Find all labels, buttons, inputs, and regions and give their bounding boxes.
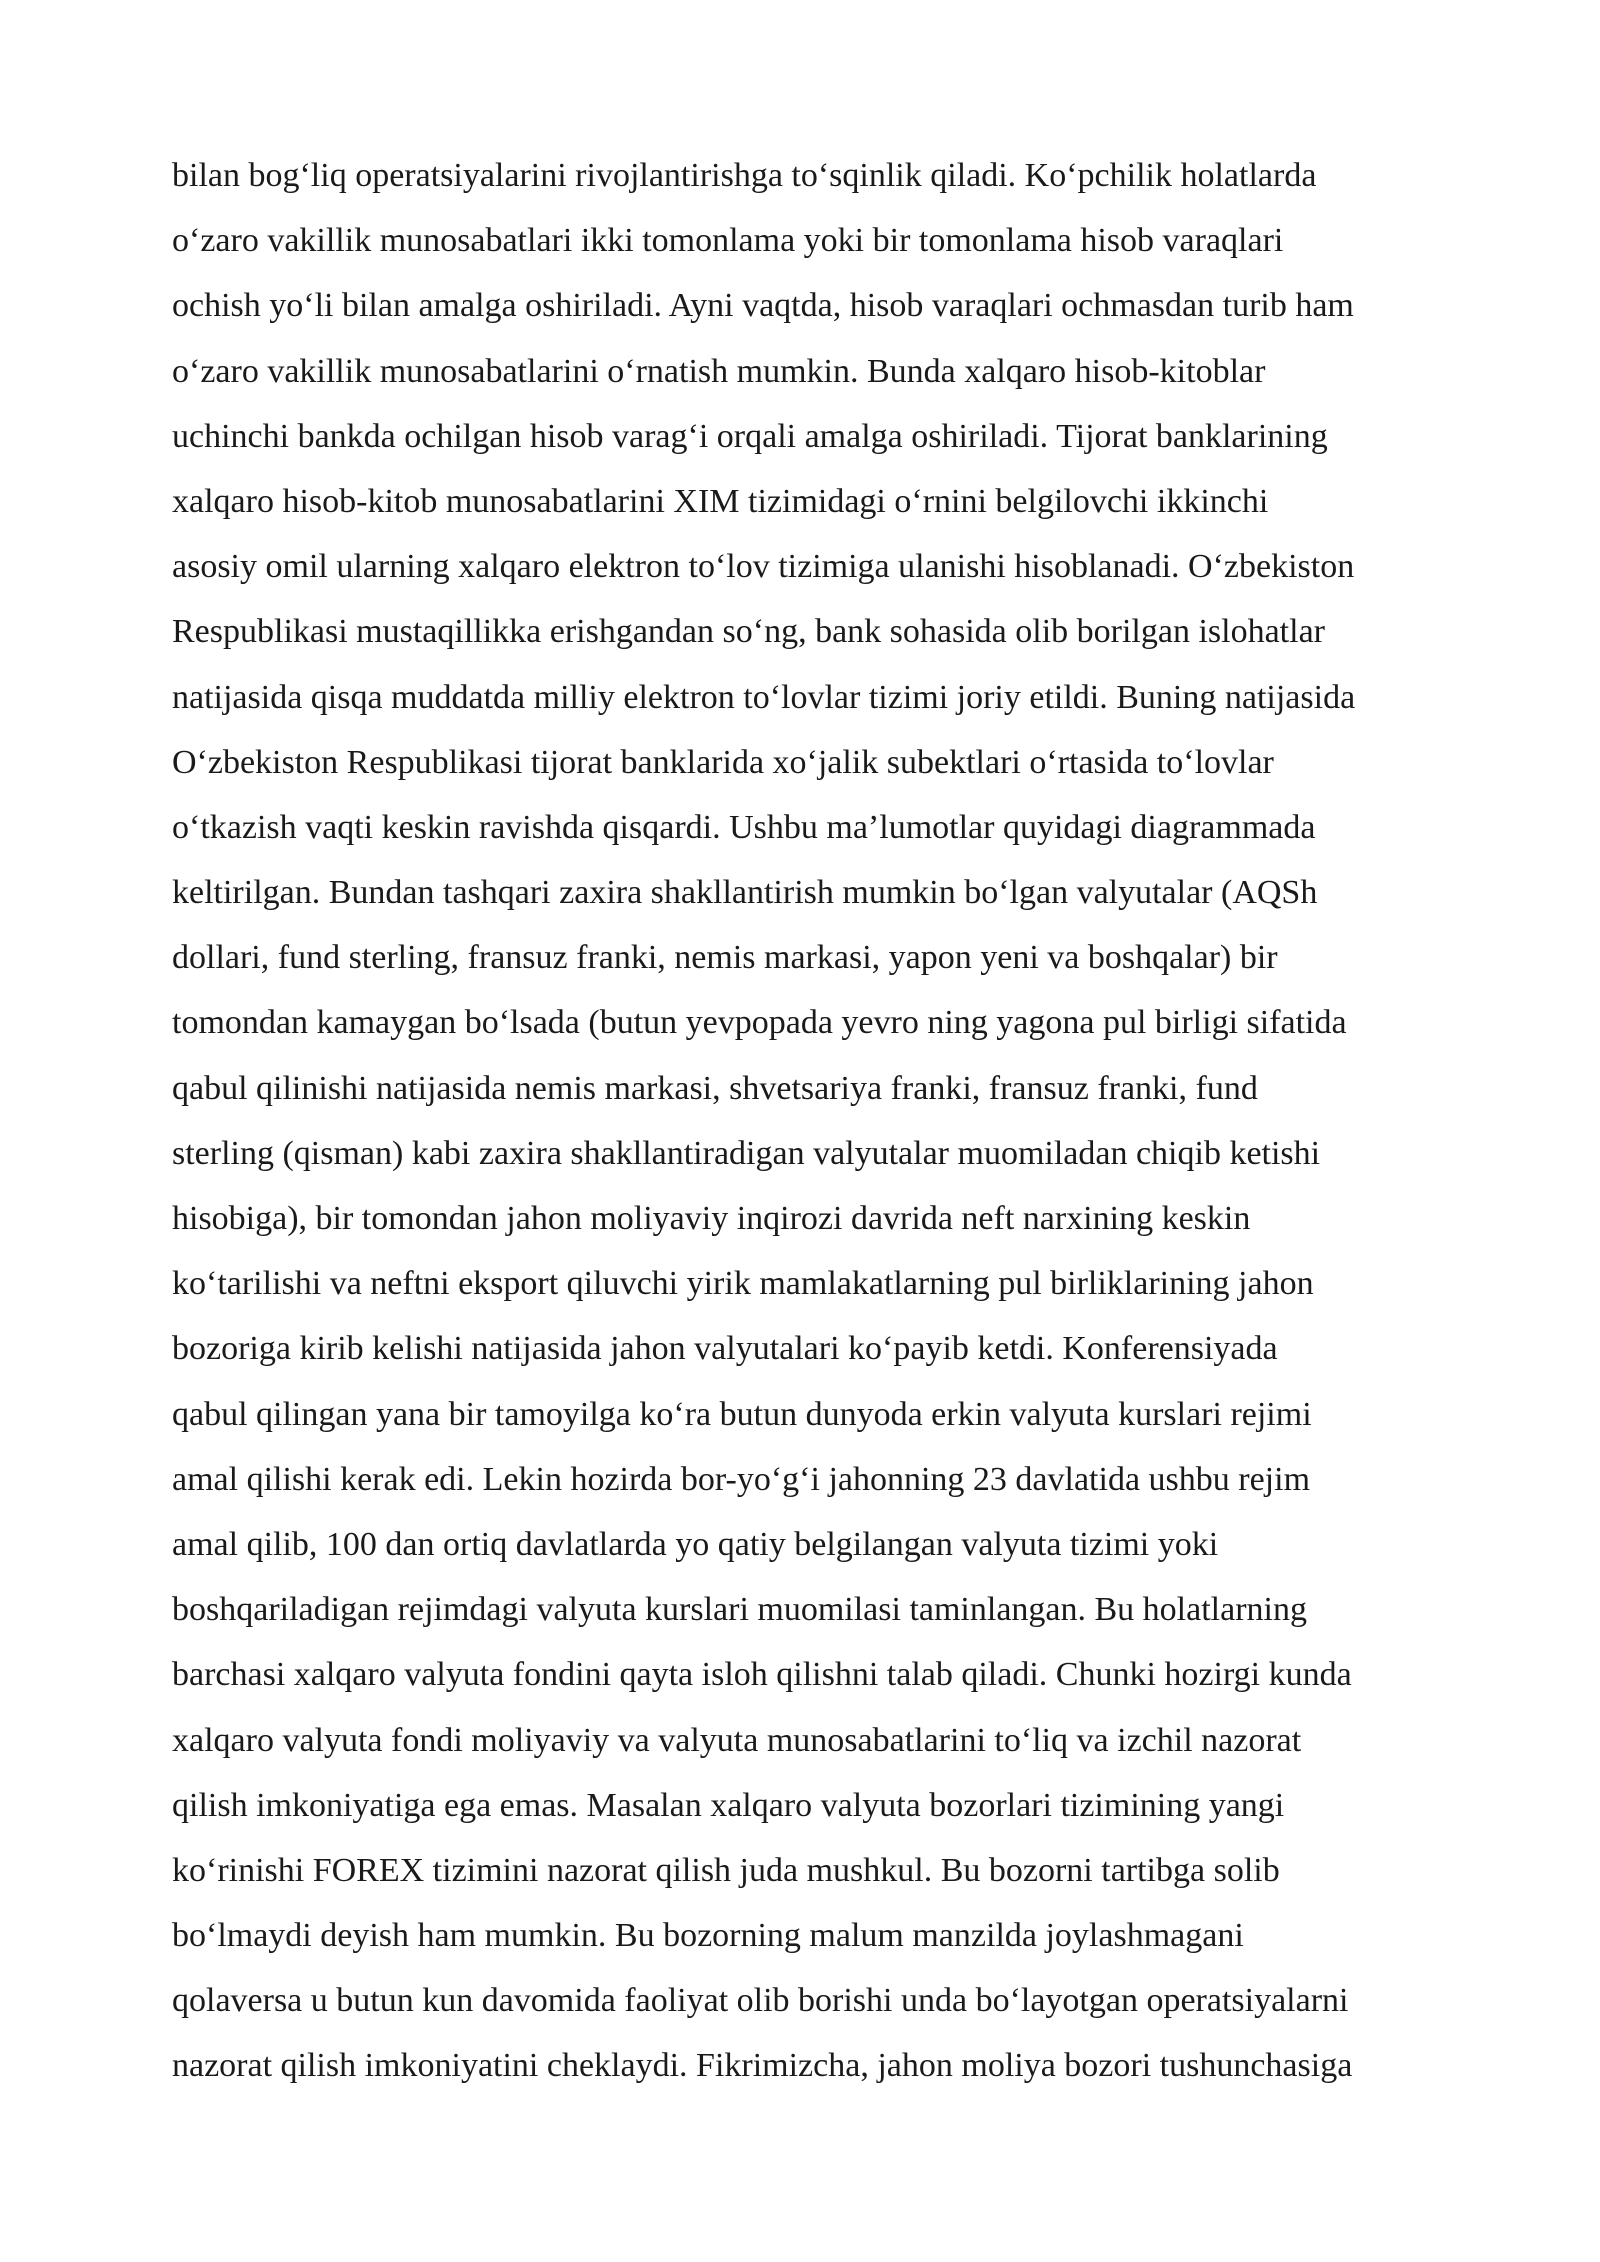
text-line: keltirilgan. Bundan tashqari zaxira shakllantirish mumkin bo‘lgan valyutalar (AQSh xyxy=(172,874,1318,912)
text-line: qilish imkoniyatiga ega emas. Masalan xalqaro valyuta bozorlari tizimining yangi xyxy=(172,1786,1285,1824)
text-line: qolaversa u butun kun davomida faoliyat olib borishi unda bo‘layotgan operatsiyalarni xyxy=(172,1982,1349,2020)
text-line: boshqariladigan rejimdagi valyuta kurslari muomilasi taminlangan. Bu holatlarning xyxy=(172,1591,1307,1629)
text-line: xalqaro hisob-kitob munosabatlarini XIM tizimidagi o‘rnini belgilovchi ikkinchi xyxy=(172,482,1269,520)
text-line: dollari, fund sterling, fransuz franki, nemis markasi, yapon yeni va boshqalar) bir xyxy=(172,939,1278,977)
text-line: amal qilishi kerak edi. Lekin hozirda bor-yo‘g‘i jahonning 23 davlatida ushbu rejim xyxy=(172,1460,1311,1498)
text-line: o‘zaro vakillik munosabatlari ikki tomonlama yoki bir tomonlama hisob varaqlari xyxy=(172,222,1284,260)
text-line: sterling (qisman) kabi zaxira shakllantiradigan valyutalar muomiladan chiqib ketishi xyxy=(172,1134,1321,1172)
text-line: O‘zbekiston Respublikasi tijorat banklarida xo‘jalik subektlari o‘rtasida to‘lovlar xyxy=(172,743,1274,781)
text-line: ko‘tarilishi va neftni eksport qiluvchi yirik mamlakatlarning pul birliklarining jahon xyxy=(172,1265,1314,1303)
text-line: Respublikasi mustaqillikka erishgandan so‘ng, bank sohasida olib borilgan islohatlar xyxy=(172,613,1325,651)
text-line: qabul qilinishi natijasida nemis markasi, shvetsariya franki, fransuz franki, fund xyxy=(172,1069,1258,1107)
body-paragraph xyxy=(172,152,1512,2108)
text-line: xalqaro valyuta fondi moliyaviy va valyuta munosabatlarini to‘liq va izchil nazorat xyxy=(172,1721,1302,1759)
text-line: asosiy omil ularning xalqaro elektron to‘lov tizimiga ulanishi hisoblanadi. O‘zbekiston xyxy=(172,548,1355,586)
text-line: uchinchi bankda ochilgan hisob varag‘i orqali amalga oshiriladi. Tijorat banklarining xyxy=(172,417,1328,455)
text-line: ochish yo‘li bilan amalga oshiriladi. Ayni vaqtda, hisob varaqlari ochmasdan turib ham xyxy=(172,287,1354,325)
text-line: qabul qilingan yana bir tamoyilga ko‘ra butun dunyoda erkin valyuta kurslari rejimi xyxy=(172,1395,1312,1433)
text-line: hisobiga), bir tomondan jahon moliyaviy inqirozi davrida neft narxining keskin xyxy=(172,1200,1251,1237)
text-line: nazorat qilish imkoniyatini cheklaydi. Fikrimizcha, jahon moliya bozori tushunchasiga xyxy=(172,2047,1353,2085)
text-line: ko‘rinishi FOREX tizimini nazorat qilish juda mushkul. Bu bozorni tartibga solib xyxy=(172,1851,1280,1889)
text-line: barchasi xalqaro valyuta fondini qayta isloh qilishni talab qiladi. Chunki hozirgi kunda xyxy=(172,1656,1352,1694)
text-line: bo‘lmaydi deyish ham mumkin. Bu bozorning malum manzilda joylashmagani xyxy=(172,1917,1244,1955)
text-line: o‘tkazish vaqti keskin ravishda qisqardi. Ushbu ma’lumotlar quyidagi diagrammada xyxy=(172,808,1316,846)
text-line: bozoriga kirib kelishi natijasida jahon valyutalari ko‘payib ketdi. Konferensiyada xyxy=(172,1330,1278,1368)
text-line: natijasida qisqa muddatda milliy elektron to‘lovlar tizimi joriy etildi. Buning natijasida xyxy=(172,678,1356,716)
text-line: o‘zaro vakillik munosabatlarini o‘rnatish mumkin. Bunda xalqaro hisob-kitoblar xyxy=(172,352,1266,390)
text-line: amal qilib, 100 dan ortiq davlatlarda yo qatiy belgilangan valyuta tizimi yoki xyxy=(172,1525,1219,1563)
text-line: bilan bog‘liq operatsiyalarini rivojlantirishga to‘sqinlik qiladi. Ko‘pchilik holatlarda xyxy=(172,157,1317,194)
text-line: tomondan kamaygan bo‘lsada (butun yevpopada yevro ning yagona pul birligi sifatida xyxy=(172,1004,1347,1042)
